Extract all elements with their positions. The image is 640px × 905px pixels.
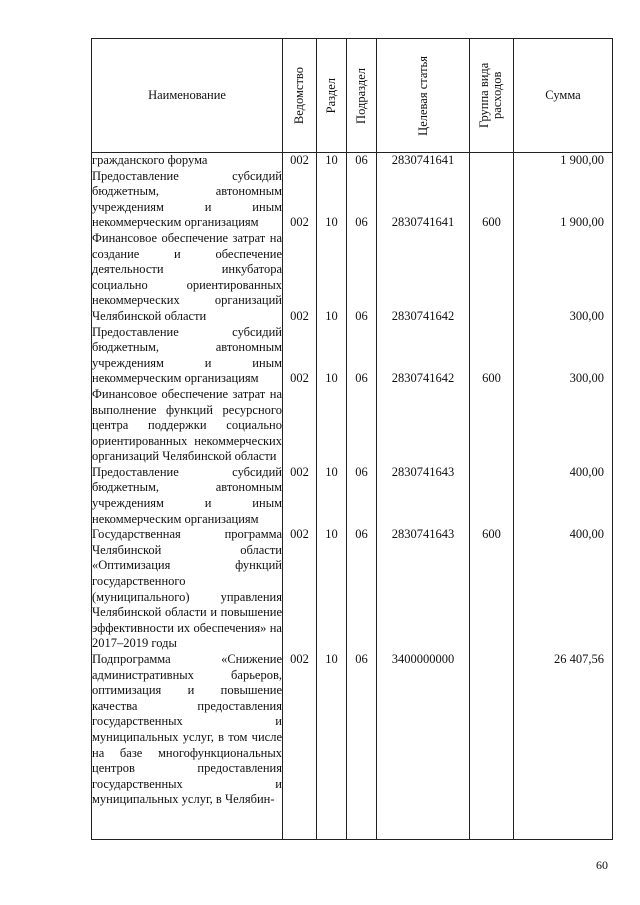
- header-podrazdel: Подраздел: [347, 39, 377, 153]
- row-razdel: 10: [325, 309, 338, 323]
- table-header-row: [92, 39, 613, 153]
- header-vedomstvo: Ведомство: [283, 39, 317, 153]
- row-ved: 002: [290, 153, 309, 167]
- podrazdel-cell: [347, 153, 377, 840]
- vedomstvo-cell: [283, 153, 317, 840]
- row-summa: 400,00: [569, 465, 604, 479]
- row-razdel: 10: [325, 153, 338, 167]
- row-name: Подпрограмма «Снижение административных барьеров, оптимизация и повышение качества предоставления государственных и муниципальных услуг, в том числе на базе многофункциональных центров предоставления государственных и муниципальных услуг, в Челябин-: [92, 652, 282, 807]
- celevaya-statya-cell: [377, 153, 470, 840]
- row-ved: 002: [290, 371, 309, 386]
- row-cs: 2830741643: [391, 527, 455, 542]
- row-name: Предоставление субсидий бюджетным, автономным учреждениям и иным некоммерческим организациям: [92, 168, 282, 230]
- row-name: Предоставление субсидий бюджетным, автономным учреждениям и иным некоммерческим организациям: [92, 464, 282, 526]
- row-summa: 1 900,00: [560, 215, 604, 230]
- row-cs: 3400000000: [391, 652, 455, 667]
- row-podrazdel: 06: [355, 215, 368, 230]
- row-cs: 2830741642: [391, 371, 455, 386]
- row-podrazdel: 06: [355, 527, 368, 542]
- row-name: гражданского форума: [92, 153, 208, 167]
- row-razdel: 10: [325, 371, 338, 386]
- row-cs: 2830741643: [391, 465, 455, 479]
- row-podrazdel: 06: [355, 309, 368, 323]
- name-cell: [92, 153, 283, 840]
- row-summa: 400,00: [569, 527, 604, 542]
- row-ved: 002: [290, 465, 309, 479]
- row-gvr: 600: [482, 371, 501, 386]
- row-ved: 002: [290, 215, 309, 230]
- row-razdel: 10: [325, 652, 338, 667]
- row-razdel: 10: [325, 215, 338, 230]
- row-razdel: 10: [325, 527, 338, 542]
- table-row: [92, 153, 613, 840]
- header-celevaya-statya: Целевая статья: [377, 39, 470, 153]
- row-ved: 002: [290, 652, 309, 667]
- row-summa: 300,00: [569, 371, 604, 386]
- row-name: Финансовое обеспечение затрат на выполнение функций ресурсного центра поддержки социально ориентированных некоммерческих организаций Челябинской области: [92, 386, 282, 464]
- gruppa-vida-rashodov-cell: [470, 153, 514, 840]
- row-cs: 2830741641: [391, 215, 455, 230]
- summa-cell: [514, 153, 613, 840]
- header-name: Наименование: [92, 39, 283, 153]
- row-summa: 1 900,00: [560, 153, 604, 167]
- row-cs: 2830741641: [391, 153, 455, 167]
- row-gvr: 600: [482, 215, 501, 230]
- header-gruppa-vida-rashodov: Группа вида расходов: [470, 39, 514, 153]
- razdel-cell: [317, 153, 347, 840]
- row-razdel: 10: [325, 465, 338, 479]
- row-cs: 2830741642: [391, 309, 455, 323]
- row-podrazdel: 06: [355, 371, 368, 386]
- row-podrazdel: 06: [355, 465, 368, 479]
- row-name: Предоставление субсидий бюджетным, автономным учреждениям и иным некоммерческим организациям: [92, 324, 282, 386]
- row-summa: 26 407,56: [554, 652, 604, 667]
- table-body: [92, 153, 613, 840]
- page-number: 60: [596, 858, 608, 872]
- row-name: Финансовое обеспечение затрат на создание и обеспечение деятельности инкубатора социально ориентированных некоммерческих организаций Челябинской области: [92, 230, 282, 323]
- row-ved: 002: [290, 309, 309, 323]
- row-ved: 002: [290, 527, 309, 542]
- row-summa: 300,00: [569, 309, 604, 323]
- row-podrazdel: 06: [355, 652, 368, 667]
- header-summa: Сумма: [514, 39, 613, 153]
- header-razdel: Раздел: [317, 39, 347, 153]
- row-gvr: 600: [482, 527, 501, 542]
- budget-table: [91, 38, 613, 840]
- row-podrazdel: 06: [355, 153, 368, 167]
- row-name: Государственная программа Челябинской области «Оптимизация функций государственного (муниципального) управления Челябинской области и повышение эффективности их обеспечения» на 2017–2019 годы: [92, 527, 282, 651]
